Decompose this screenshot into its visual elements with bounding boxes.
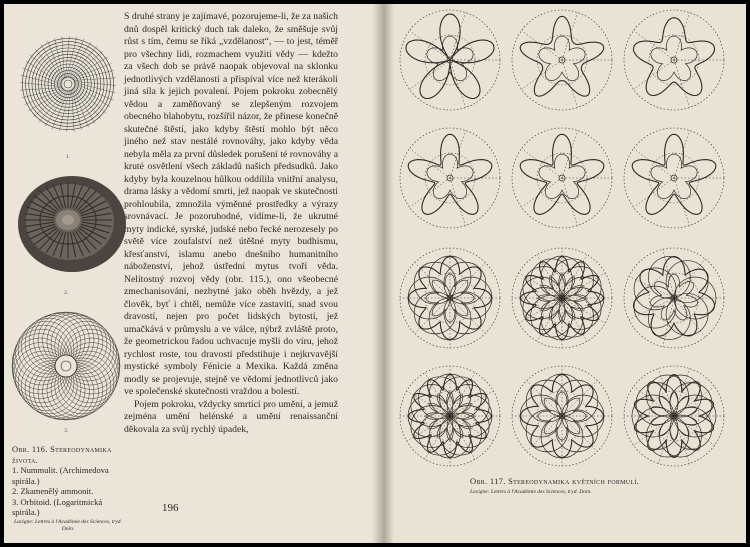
right-page: [382, 4, 746, 543]
figure-ammonite: [10, 174, 126, 278]
caption-item: 2. Zkamenělý ammonit.: [12, 486, 94, 496]
left-page: [4, 4, 382, 543]
figure-flower-formulas-grid: [392, 8, 742, 468]
page-number: 196: [162, 502, 179, 514]
book-spread: [4, 4, 746, 543]
book-gutter: [372, 4, 394, 543]
caption-source: Lavigne: Lettres à l'Académie des Sciences, tryd. Doin.: [14, 518, 122, 532]
figure-orbitoid: [10, 310, 122, 422]
figure-1-number: 1.: [66, 154, 71, 160]
figure-116-caption: [12, 444, 124, 533]
paragraph: Pojem pokroku, vždycky smrtící pro umění, a jemuž zejména umění helénské a umění renaissanční děkovala za svůj rychlý úpadek,: [124, 398, 338, 435]
figure-117-caption: [470, 476, 710, 498]
figure-nummulite-spiral: [16, 18, 120, 152]
caption-title: Obr. 117. Stereodynamika květních formulí.: [470, 476, 640, 486]
caption-item: 3. Orbitoid. (Logaritmická spirála.): [12, 496, 103, 517]
caption-item: 1. Nummulit. (Archimedova spirála.): [12, 465, 109, 486]
paragraph: S druhé strany je zajímavé, pozorujeme-li, že za našich dnů dospěl kritický duch tak daleko, že směšuje svůj růst s tím, čemu se říká „vzdělanost“, — to jest, téměř pro všechny lidi, rozmachem využití vědy — kdežto za všech dob se právě naopak objevoval na sklonku jednotlivých vzdělaností a přispíval více než kterákoli jiná síla k jejich povalení. Pojem pokroku zobecnělý vědou a zaměňovaný se zlepšeným rozvojem obecného blahobytu, rozšířil názor, že přinese konečně skutečné štěstí, jako kdyby štěstí mohlo být něco jiného než stav nestálé rovnováhy, jako kdyby věda nebyla měla za první důsledek porušení té rovnováhy a kruté osvětlení všech základů našich předsudků. Jako kdyby byla kouzelnou hůlkou oddílila vnitřní analysu, drama lásky a vědomí smrti, jež naopak ve skutečnosti prohloubila, zmnožila výměnné prostředky a výrazy srovnávací. Je pozoruhodné, vidíme-li, že ukrutné myty indické, syrské, judské nebo řecké nerozesely po světě více zoufalství než útěšné myty budhismu, křesťanství, islamu anebo dnešního humanitního náboženství, jehož ústřední mytus tvoří věda. Nelítostný rozvoj vědy (obr. 115.), ono všeobecné zmechanisování, nezbytné jako oběh hvězdy, a jež člověk, byť i chtěl, nemůže více zastavití, snad svou dravostí, nejen pro počet lidských bytostí, jež umačkává v průmyslu a ve válce, nýbrž zvláště proto, že geometrickou řadou uchvacuje myšli do víru, jehož rychlost roste, tou dravostí předstihuje i nejkrvavější mystické symboly Fénicie a Mexika. Každá změna modly se projevuje, stejně ve vědomí jednotlivců jako ve společenské skutečnosti vraždou a bolestí.: [124, 11, 338, 397]
caption-source: Lavigne: Lettres à l'Académie des Sciences, tryd. Doin.: [470, 489, 592, 495]
figure-3-number: 3.: [64, 428, 69, 434]
figure-2-number: 2.: [64, 290, 69, 296]
caption-title: Obr. 116. Stereodynamika života.: [12, 444, 112, 465]
body-text: [124, 11, 338, 436]
